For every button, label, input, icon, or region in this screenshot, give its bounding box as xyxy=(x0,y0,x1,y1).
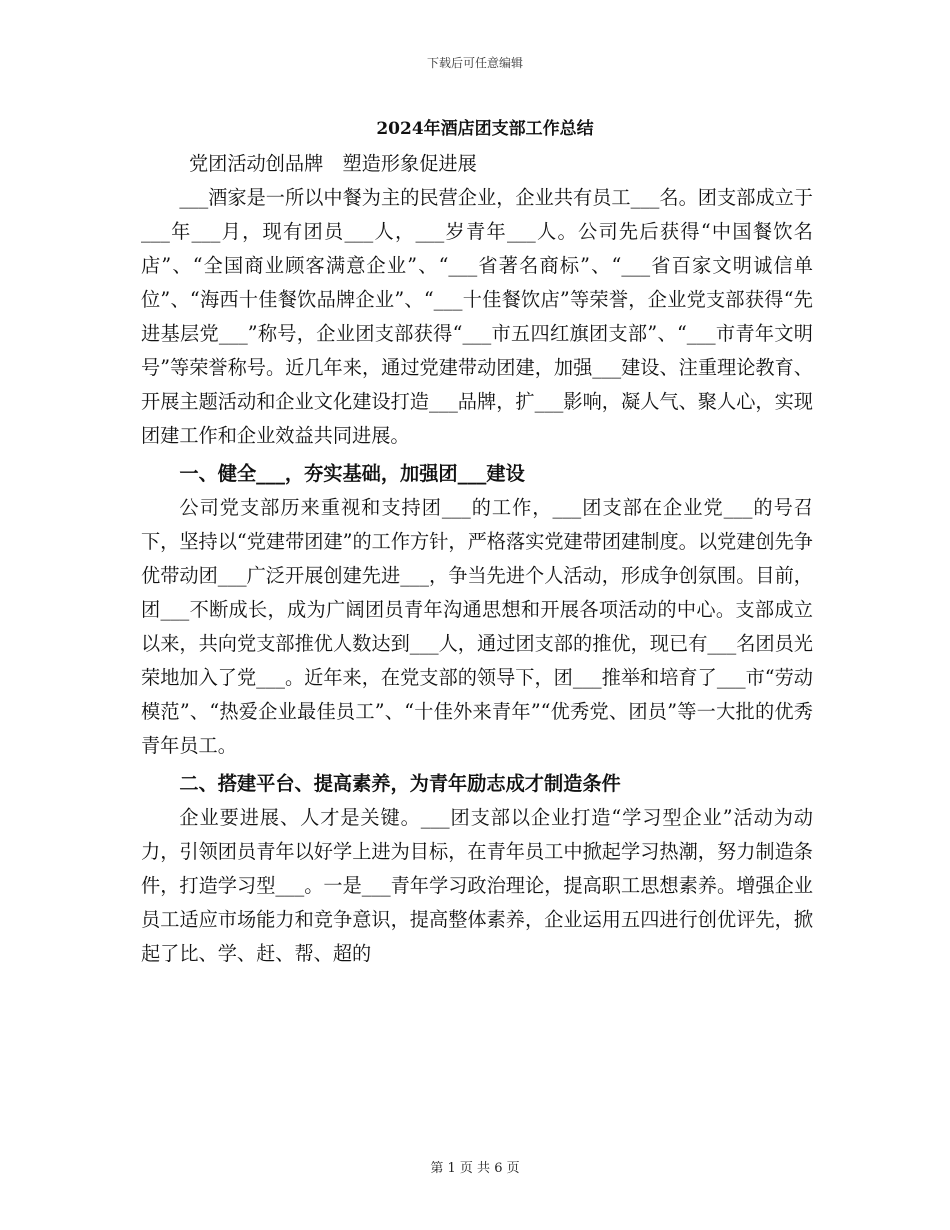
section-1-paragraph: 公司党支部历来重视和支持团___的工作，___团支部在企业党___的号召下，坚持以“党建带团建”的工作方针，严格落实党建带团建制度。以党建创先争优带动团___广泛开展创建先进___，争当先进个人活动，形成争创氛围。目前，团___不断成长，成为广阔团员青年沟通思想和开展各项活动的中心。支部成立以来，共向党支部推优人数达到___人，通过团支部的推优，现已有___名团员光荣地加入了党___。近年来，在党支部的领导下，团___推举和培育了___市“劳动模范”、“热爱企业最佳员工”、“十佳外来青年”“优秀党、团员”等一大批的优秀青年员工。 xyxy=(141,496,813,757)
intro-paragraph: ___酒家是一所以中餐为主的民营企业，企业共有员工___名。团支部成立于___年___月，现有团员___人，___岁青年___人。公司先后获得“中国餐饮名店”、“全国商业顾客满意企业”、“___省著名商标”、“___省百家文明诚信单位”、“海西十佳餐饮品牌企业”、“___十佳餐饮店”等荣誉，企业党支部获得“先进基层党___”称号，企业团支部获得“___市五四红旗团支部”、“___市青年文明号”等荣誉称号。近几年来，通过党建带动团建，加强___建设、注重理论教育、开展主题活动和企业文化建设打造___品牌，扩___影响，凝人气、聚人心，实现团建工作和企业效益共同进展。 xyxy=(141,186,813,447)
document-subtitle: 党团活动创品牌 塑造形象促进展 xyxy=(189,152,477,175)
document-title: 2024年酒店团支部工作总结 xyxy=(376,119,594,139)
section-2-paragraph: 企业要进展、人才是关键。___团支部以企业打造“学习型企业”活动为动力，引领团员青年以好学上进为目标，在青年员工中掀起学习热潮，努力制造条件，打造学习型___。一是___青年学习政治理论，提高职工思想素养。增强企业员工适应市场能力和竞争意识，提高整体素养，企业运用五四进行创优评先，掀起了比、学、赶、帮、超的 xyxy=(141,806,813,965)
page-footer: 第 1 页 共 6 页 xyxy=(430,1161,520,1176)
document-body xyxy=(141,147,813,971)
header-note: 下载后可任意编辑 xyxy=(426,56,523,70)
section-1-heading: 一、健全___，夯实基础，加强团___建设 xyxy=(179,462,525,485)
section-2-heading: 二、搭建平台、提高素养，为青年励志成才制造条件 xyxy=(179,772,621,795)
